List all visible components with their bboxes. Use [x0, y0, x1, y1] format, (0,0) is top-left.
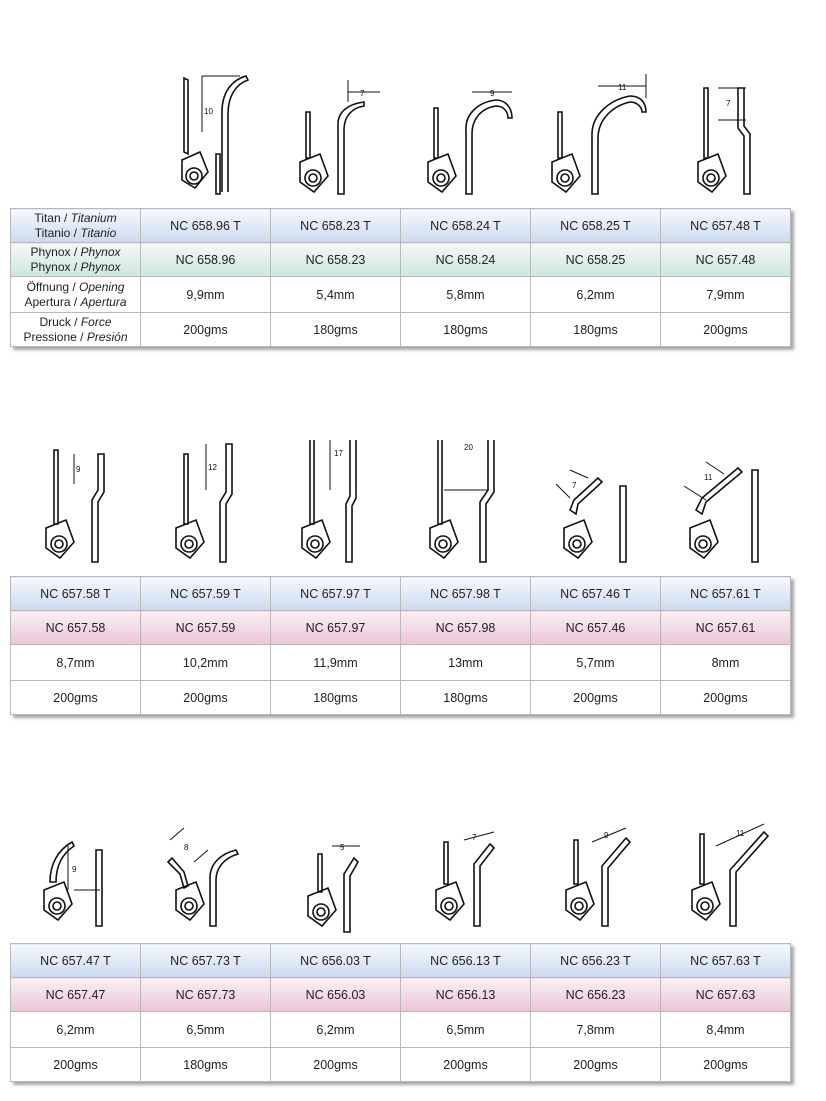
- dimension-label: 9: [604, 831, 609, 840]
- dimension-label: 7: [726, 99, 731, 108]
- label-text: Apertura /: [24, 294, 81, 309]
- titanium-code: NC 656.13 T: [401, 944, 531, 978]
- row-label: [11, 277, 141, 313]
- force-value: 180gms: [271, 313, 401, 347]
- label-italic: Titanio: [80, 225, 117, 240]
- force-value: 200gms: [141, 681, 271, 715]
- instrument-figure: [530, 810, 660, 940]
- titanium-code: NC 657.63 T: [661, 944, 791, 978]
- force-row: [11, 1048, 791, 1082]
- dimension-label: 9: [76, 465, 81, 474]
- opening-value: 6,5mm: [141, 1012, 271, 1048]
- instrument-figure: [400, 440, 530, 570]
- force-value: 200gms: [531, 681, 661, 715]
- titanium-code: NC 657.46 T: [531, 577, 661, 611]
- phynox-row: [11, 243, 791, 277]
- opening-value: 13mm: [401, 645, 531, 681]
- opening-value: 10,2mm: [141, 645, 271, 681]
- opening-value: 6,5mm: [401, 1012, 531, 1048]
- force-value: 200gms: [661, 1048, 791, 1082]
- label-text: Phynox /: [30, 244, 81, 259]
- force-value: 200gms: [401, 1048, 531, 1082]
- force-row: [11, 681, 791, 715]
- phynox-code: NC 656.03: [271, 978, 401, 1012]
- instrument-figure: [530, 440, 660, 570]
- titanium-code: NC 657.48 T: [661, 209, 791, 243]
- titanium-code: NC 656.23 T: [531, 944, 661, 978]
- dimension-label: 20: [464, 443, 473, 452]
- phynox-code: NC 658.96: [141, 243, 271, 277]
- instrument-figure: [400, 810, 530, 940]
- instrument-figure: [660, 72, 790, 202]
- force-value: 200gms: [141, 313, 271, 347]
- opening-value: 8mm: [661, 645, 791, 681]
- titanium-code: NC 657.61 T: [661, 577, 791, 611]
- instrument-figure: [660, 440, 790, 570]
- instrument-figure: [530, 72, 660, 202]
- phynox-code: NC 657.97: [271, 611, 401, 645]
- force-row: [11, 313, 791, 347]
- titanium-code: NC 657.98 T: [401, 577, 531, 611]
- dimension-label: 17: [334, 449, 343, 458]
- force-value: 200gms: [11, 681, 141, 715]
- phynox-code: NC 657.58: [11, 611, 141, 645]
- instrument-figure: [10, 810, 140, 940]
- titanium-row: [11, 209, 791, 243]
- force-value: 200gms: [271, 1048, 401, 1082]
- titanium-code: NC 657.97 T: [271, 577, 401, 611]
- dimension-label: 8: [184, 843, 189, 852]
- row-label: [11, 209, 141, 243]
- force-value: 200gms: [661, 681, 791, 715]
- force-value: 200gms: [661, 313, 791, 347]
- opening-value: 6,2mm: [531, 277, 661, 313]
- opening-value: 9,9mm: [141, 277, 271, 313]
- opening-value: 5,8mm: [401, 277, 531, 313]
- titanium-row: [11, 577, 791, 611]
- dimension-label: 7: [572, 481, 577, 490]
- label-italic: Phynox: [80, 259, 121, 274]
- titanium-code: NC 656.03 T: [271, 944, 401, 978]
- row-label: [11, 313, 141, 347]
- label-italic: Phynox: [80, 244, 121, 259]
- opening-value: 8,7mm: [11, 645, 141, 681]
- force-value: 180gms: [401, 681, 531, 715]
- titanium-code: NC 658.24 T: [401, 209, 531, 243]
- label-text: Titan /: [34, 210, 71, 225]
- opening-row: [11, 645, 791, 681]
- dimension-label: 7: [472, 833, 477, 842]
- titanium-code: NC 658.25 T: [531, 209, 661, 243]
- phynox-code: NC 657.48: [661, 243, 791, 277]
- opening-value: 7,9mm: [661, 277, 791, 313]
- dimension-label: 5: [340, 843, 345, 852]
- opening-value: 5,7mm: [531, 645, 661, 681]
- force-value: 200gms: [531, 1048, 661, 1082]
- titanium-code: NC 657.59 T: [141, 577, 271, 611]
- dimension-label: 11: [704, 473, 713, 482]
- opening-value: 7,8mm: [531, 1012, 661, 1048]
- phynox-code: NC 658.24: [401, 243, 531, 277]
- dimension-label: 11: [736, 829, 745, 838]
- phynox-code: NC 657.61: [661, 611, 791, 645]
- titanium-code: NC 657.58 T: [11, 577, 141, 611]
- phynox-code: NC 656.13: [401, 978, 531, 1012]
- label-text: Pressione /: [23, 329, 87, 344]
- force-value: 180gms: [141, 1048, 271, 1082]
- titanium-code: NC 657.47 T: [11, 944, 141, 978]
- opening-value: 6,2mm: [271, 1012, 401, 1048]
- instrument-figure: [270, 440, 400, 570]
- opening-row: [11, 277, 791, 313]
- label-text: Öffnung /: [26, 279, 80, 294]
- figures-row-2: [0, 440, 826, 570]
- specs-table-3: [10, 943, 791, 1082]
- phynox-code: NC 658.23: [271, 243, 401, 277]
- force-value: 180gms: [401, 313, 531, 347]
- instrument-figure: [140, 72, 270, 202]
- label-text: Phynox /: [30, 259, 81, 274]
- instrument-figure: [400, 72, 530, 202]
- dimension-label: 9: [72, 865, 77, 874]
- label-text: Titanio /: [34, 225, 81, 240]
- phynox-row: [11, 611, 791, 645]
- figures-row-1: [0, 72, 826, 202]
- force-value: 180gms: [271, 681, 401, 715]
- label-text: Druck /: [39, 314, 81, 329]
- opening-row: [11, 1012, 791, 1048]
- specs-table-2: [10, 576, 791, 715]
- label-italic: Force: [80, 314, 112, 329]
- specs-table-1: [10, 208, 791, 347]
- titanium-code: NC 657.73 T: [141, 944, 271, 978]
- phynox-code: NC 657.63: [661, 978, 791, 1012]
- instrument-figure: [140, 440, 270, 570]
- instrument-figure: [140, 810, 270, 940]
- opening-value: 6,2mm: [11, 1012, 141, 1048]
- instrument-figure: [660, 810, 790, 940]
- opening-value: 8,4mm: [661, 1012, 791, 1048]
- phynox-code: NC 657.59: [141, 611, 271, 645]
- label-italic: Presión: [86, 329, 128, 344]
- titanium-row: [11, 944, 791, 978]
- row-label: [11, 243, 141, 277]
- figures-row-3: [0, 810, 826, 940]
- instrument-figure: [270, 72, 400, 202]
- instrument-figure: [270, 810, 400, 940]
- dimension-label: 9: [490, 89, 495, 98]
- dimension-label: 7: [360, 89, 365, 98]
- dimension-label: 11: [618, 83, 627, 92]
- phynox-code: NC 657.47: [11, 978, 141, 1012]
- phynox-row: [11, 978, 791, 1012]
- opening-value: 11,9mm: [271, 645, 401, 681]
- phynox-code: NC 657.98: [401, 611, 531, 645]
- force-value: 180gms: [531, 313, 661, 347]
- force-value: 200gms: [11, 1048, 141, 1082]
- dimension-label: 10: [204, 107, 213, 116]
- titanium-code: NC 658.23 T: [271, 209, 401, 243]
- instrument-figure: [10, 440, 140, 570]
- label-italic: Apertura: [80, 294, 127, 309]
- opening-value: 5,4mm: [271, 277, 401, 313]
- dimension-label: 12: [208, 463, 217, 472]
- phynox-code: NC 658.25: [531, 243, 661, 277]
- titanium-code: NC 658.96 T: [141, 209, 271, 243]
- label-italic: Titanium: [70, 210, 117, 225]
- phynox-code: NC 657.46: [531, 611, 661, 645]
- phynox-code: NC 657.73: [141, 978, 271, 1012]
- label-italic: Opening: [79, 279, 125, 294]
- phynox-code: NC 656.23: [531, 978, 661, 1012]
